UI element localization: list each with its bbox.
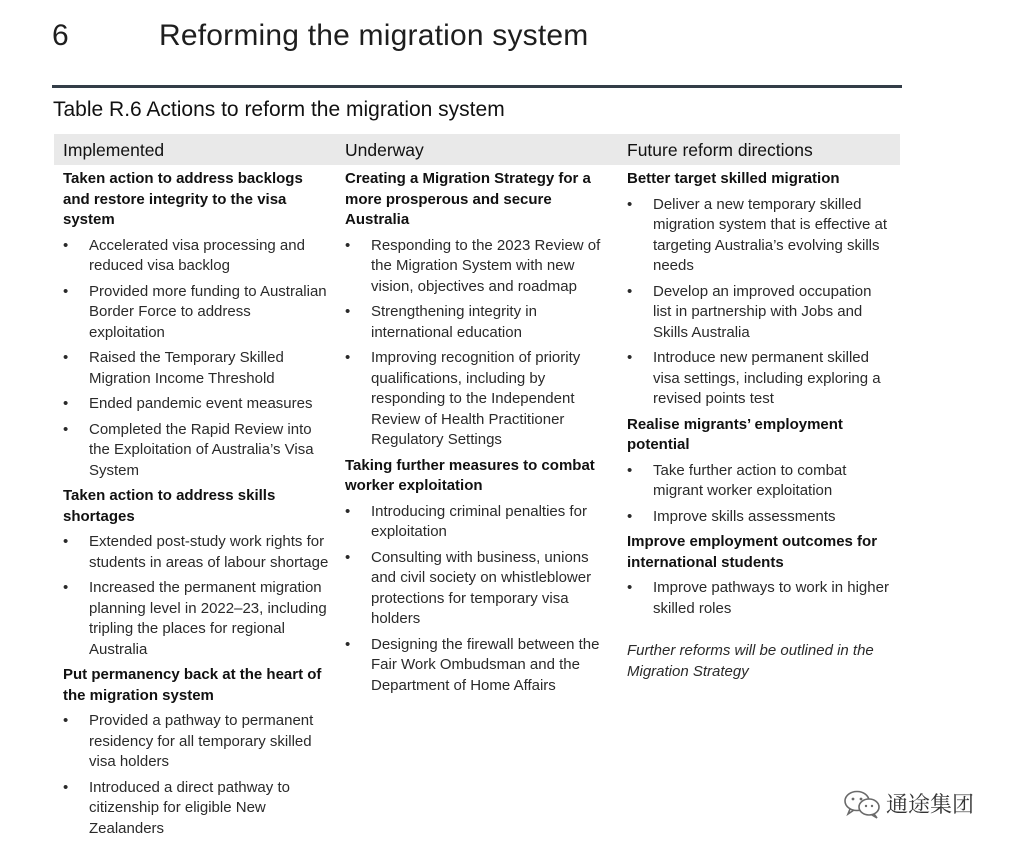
list-item	[627, 282, 893, 344]
list-item	[63, 282, 329, 344]
list-item-text: Increased the permanent migration planning level in 2022–23, including tripling the places for regional Australia	[89, 579, 327, 658]
list-item	[63, 348, 329, 389]
bullet-icon: •	[627, 579, 633, 596]
bullet-icon: •	[63, 579, 69, 596]
action-group	[63, 169, 329, 481]
list-item	[627, 578, 893, 619]
list-item	[345, 548, 611, 630]
watermark	[842, 788, 974, 819]
list-item	[345, 348, 611, 451]
list-item-text: Extended post-study work rights for students in areas of labour shortage	[89, 533, 329, 571]
list-item	[627, 348, 893, 410]
group-heading: Realise migrants’ employment potential	[627, 415, 843, 453]
bullet-icon: •	[627, 507, 633, 525]
column-heading-future: Future reform directions	[627, 140, 813, 160]
action-group	[627, 415, 893, 528]
group-heading: Better target skilled migration	[627, 170, 840, 187]
list-item-text: Introducing criminal penalties for exploitation	[371, 502, 587, 540]
page-header	[52, 14, 902, 88]
list-item	[63, 578, 329, 660]
bullet-icon: •	[627, 461, 633, 479]
list-item-text: Deliver a new temporary skilled migration system that is effective at targeting Australia’s evolving skills needs	[653, 195, 887, 274]
chapter-title: Reforming the migration system	[159, 19, 589, 52]
bullet-icon: •	[345, 236, 351, 254]
list-item-text: Develop an improved occupation list in partnership with Jobs and Skills Australia	[653, 282, 872, 341]
column-heading-implemented: Implemented	[63, 140, 165, 160]
future-reforms-note: Further reforms will be outlined in the Migration Strategy	[627, 642, 874, 680]
list-item	[63, 420, 329, 482]
list-item	[345, 502, 611, 543]
bullet-icon: •	[63, 420, 69, 438]
group-heading: Improve employment outcomes for international students	[627, 533, 878, 571]
list-item	[63, 532, 329, 573]
bullet-icon: •	[627, 349, 633, 366]
list-item	[627, 507, 893, 528]
list-item	[345, 635, 611, 697]
bullet-icon: •	[63, 395, 69, 412]
action-group	[63, 486, 329, 660]
column-heading-underway: Underway	[345, 140, 424, 160]
list-item-text: Raised the Temporary Skilled Migration Income Threshold	[89, 349, 284, 387]
bullet-icon: •	[63, 236, 69, 254]
list-item	[63, 778, 329, 840]
bullet-icon: •	[345, 635, 351, 653]
list-item-text: Designing the firewall between the Fair Work Ombudsman and the Department of Home Affairs	[371, 635, 600, 694]
bullet-icon: •	[627, 195, 633, 213]
group-heading: Creating a Migration Strategy for a more prosperous and secure Australia	[345, 170, 591, 228]
list-item	[63, 711, 329, 773]
list-item-text: Provided more funding to Australian Border Force to address exploitation	[89, 282, 327, 341]
column-implemented	[63, 169, 329, 844]
group-heading: Put permanency back at the heart of the migration system	[63, 666, 322, 704]
list-item-text: Consulting with business, unions and civil society on whistleblower protections for temporary visa holders	[371, 548, 592, 627]
list-item-text: Take further action to combat migrant worker exploitation	[653, 461, 847, 499]
list-item-text: Improve pathways to work in higher skilled roles	[653, 579, 889, 617]
list-item-text: Introduce new permanent skilled visa settings, including exploring a revised points test	[653, 349, 881, 407]
bullet-icon: •	[63, 282, 69, 300]
list-item	[345, 236, 611, 298]
action-group	[345, 456, 611, 697]
list-item-text: Accelerated visa processing and reduced visa backlog	[89, 236, 305, 274]
group-heading: Taken action to address backlogs and restore integrity to the visa system	[63, 170, 303, 228]
action-group	[345, 169, 611, 451]
bullet-icon: •	[345, 502, 351, 520]
bullet-icon: •	[63, 712, 69, 729]
list-item-text: Improve skills assessments	[653, 507, 836, 525]
group-heading: Taken action to address skills shortages	[63, 487, 276, 525]
list-item-text: Strengthening integrity in international education	[371, 303, 537, 341]
list-item-text: Responding to the 2023 Review of the Migration System with new vision, objectives and roadmap	[371, 236, 601, 295]
column-future-reform	[627, 169, 893, 682]
list-item	[345, 302, 611, 343]
chapter-number: 6	[52, 19, 69, 52]
action-group	[63, 665, 329, 839]
bullet-icon: •	[345, 303, 351, 320]
table-title: Table R.6 Actions to reform the migration system	[53, 98, 505, 121]
list-item-text: Completed the Rapid Review into the Exploitation of Australia’s Visa System	[89, 420, 314, 479]
bullet-icon: •	[63, 349, 69, 366]
bullet-icon: •	[63, 778, 69, 796]
list-item	[63, 236, 329, 277]
list-item-text: Introduced a direct pathway to citizenship for eligible New Zealanders	[89, 778, 290, 837]
list-item	[627, 461, 893, 502]
bullet-icon: •	[627, 282, 633, 300]
list-item	[627, 195, 893, 277]
list-item-text: Provided a pathway to permanent residency for all temporary skilled visa holders	[89, 712, 314, 770]
watermark-text: 通途集团	[886, 793, 975, 818]
bullet-icon: •	[345, 349, 351, 366]
list-item	[63, 394, 329, 415]
action-group	[627, 169, 893, 410]
list-item-text: Ended pandemic event measures	[89, 395, 313, 412]
bullet-icon: •	[63, 533, 69, 550]
action-group	[627, 532, 893, 619]
column-underway	[345, 169, 611, 701]
wechat-icon	[842, 789, 882, 819]
group-heading: Taking further measures to combat worker exploitation	[345, 456, 595, 494]
bullet-icon: •	[345, 548, 351, 566]
list-item-text: Improving recognition of priority qualifications, including by responding to the Independent Review of Health Practitioner Regulatory Settings	[371, 349, 581, 448]
